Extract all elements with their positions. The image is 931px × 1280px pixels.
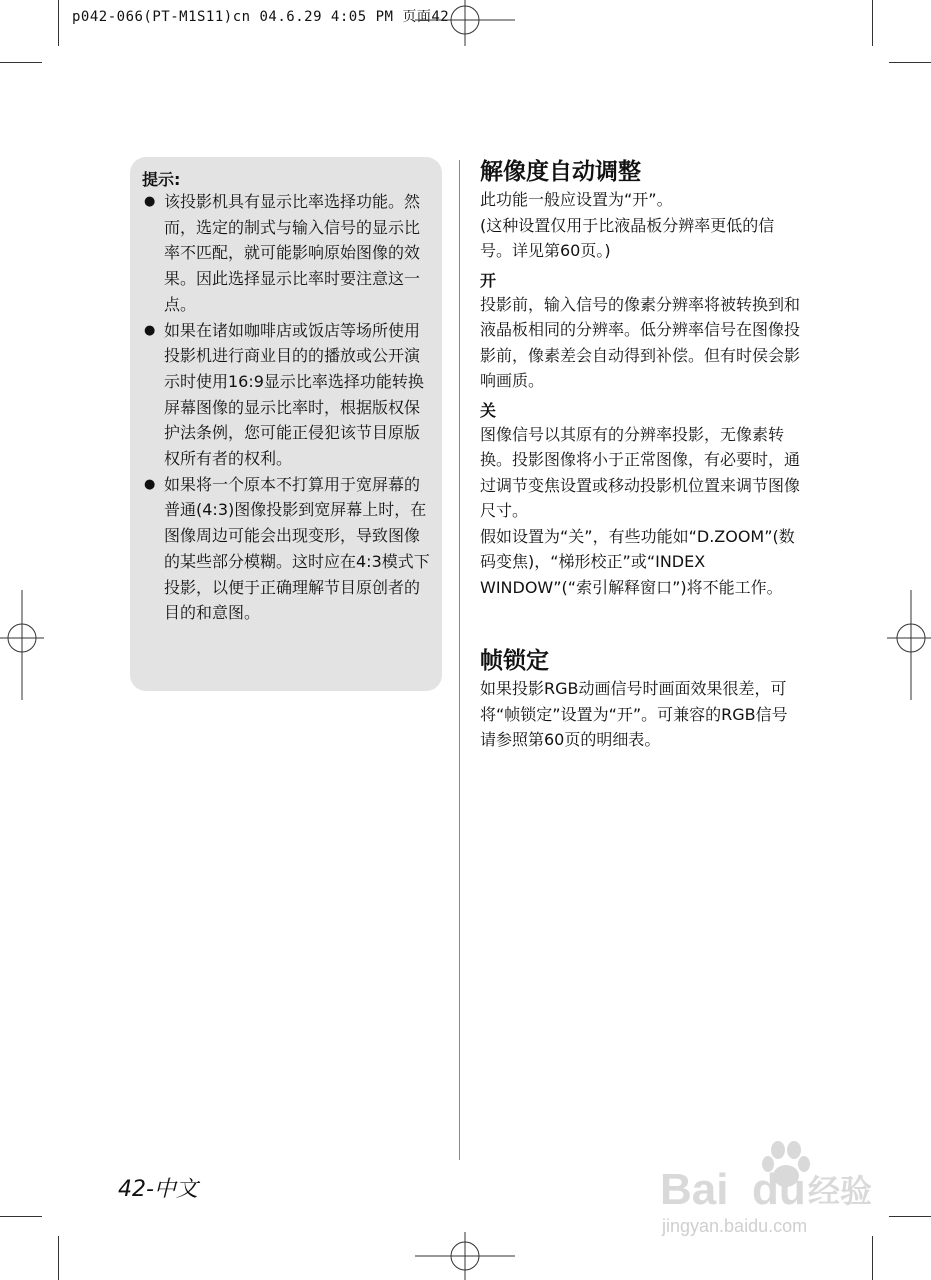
section-text: 如果投影RGB动画信号时画面效果很差，可将“帧锁定”设置为“开”。可兼容的RGB信号请参照第60页的明细表。 [480,679,788,749]
bullet-icon: ● [144,194,156,209]
tip-text: 如果将一个原本不打算用于宽屏幕的普通(4:3)图像投影到宽屏幕上时，在图像周边可能会出现变形，导致图像的某些部分模糊。这时应在4:3模式下投影，以便于正确理解节目原创者的目的和意图。 [164,474,430,623]
print-header: p042-066(PT-M1S11)cn 04.6.29 4:05 PM 页面42 [72,9,450,25]
baidu-watermark-logo-icon [660,1140,880,1250]
section-title: 解像度自动调整 [480,159,641,185]
crop-mark-top-right-v [872,0,873,46]
tip-text: 如果在诸如咖啡店或饭店等场所使用投影机进行商业目的的播放或公开演示时使用16:9显示比率选择功能转换屏幕图像的显示比率时，根据版权保护法条例，您可能正侵犯该节目原版权所有者的权利。 [164,320,424,469]
section-frame-lock [480,646,800,753]
svg-text:jingyan.baidu.com: jingyan.baidu.com [662,1216,808,1236]
crop-mark-top-right-h [889,62,931,63]
off-warning: 假如设置为“关”，有些功能如“D.ZOOM”(数码变焦)，“梯形校正”或“INDEX WINDOW”(“索引解释窗口”)将不能工作。 [480,526,795,597]
registration-mark-top-icon [415,0,515,46]
registration-mark-left-icon [0,590,44,700]
crop-mark-bottom-left-v [58,1236,59,1280]
crop-mark-top-left-h [0,62,42,63]
crop-mark-top-left-v [58,0,59,46]
tip-text: 该投影机具有显示比率选择功能。然而，选定的制式与输入信号的显示比率不匹配，就可能影响原始图像的效果。因此选择显示比率时要注意这一点。 [164,192,421,314]
off-description: 图像信号以其原有的分辨率投影，无像素转换。投影图像将小于正常图像，有必要时，通过调节变焦设置或移动投影机位置来调节图像尺寸。 [480,424,801,520]
subheading-on: 开 [480,270,497,290]
tip-box [130,157,442,691]
crop-mark-bottom-left-h [0,1216,42,1217]
section-note: (这种设置仅用于比液晶板分辨率更低的信号。详见第60页。) [480,215,775,260]
page-number: 42-中文 [118,1177,198,1202]
section-auto-resolution [480,157,800,600]
tip-title: 提示: [142,170,181,189]
on-description: 投影前，输入信号的像素分辨率将被转换到和液晶板相同的分辨率。低分辨率信号在图像投影前，像素差会自动得到补偿。但有时侯会影响画质。 [480,294,801,390]
column-divider [459,160,460,1160]
section-intro: 此功能一般应设置为“开”。 [480,190,673,209]
subheading-off: 关 [480,400,497,420]
svg-text:Bai: Bai [660,1165,729,1214]
tip-item [142,318,432,472]
registration-mark-right-icon [887,590,931,700]
tip-list [142,189,432,626]
tip-item [142,189,432,318]
svg-text:经验: 经验 [808,1172,873,1210]
svg-text:du: du [752,1165,806,1214]
bullet-icon: ● [144,322,156,338]
registration-mark-bottom-icon [415,1232,515,1280]
crop-mark-bottom-right-h [889,1216,931,1217]
bullet-icon: ● [144,476,156,492]
tip-item [142,472,432,626]
section-title: 帧锁定 [480,648,549,674]
